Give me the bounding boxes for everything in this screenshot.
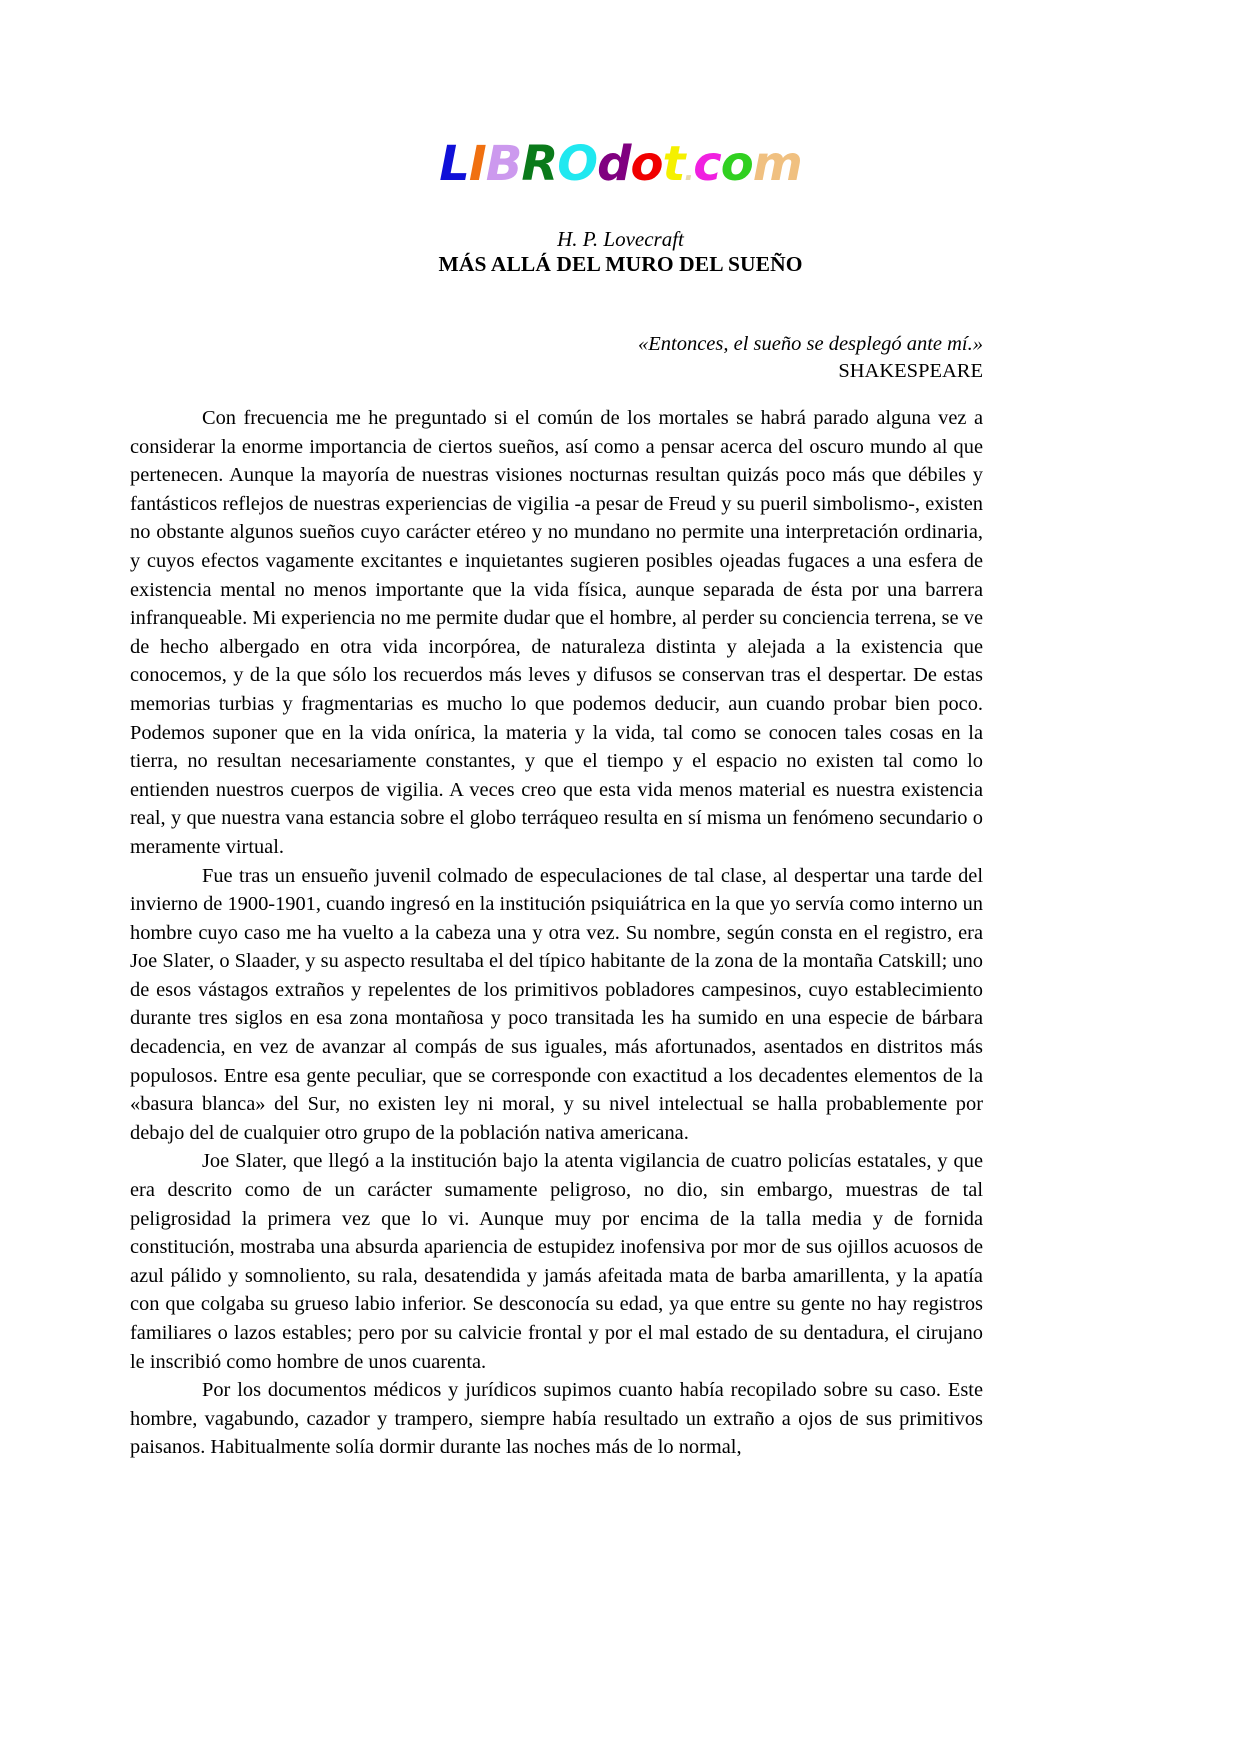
logo-letter-2: B xyxy=(485,136,522,192)
paragraph: Fue tras un ensueño juvenil colmado de especulaciones de tal clase, al despertar una tarde del invierno de 1900-1901, cuando ingresó en la institución psiquiátrica en la que yo servía como interno un hombre cuyo caso me ha vuelto a la cabeza una y otra vez. Su nombre, según consta en el registro, era Joe Slater, o Slaader, y su aspecto resultaba el del típico habitante de la zona de la montaña Catskill; uno de esos vástagos extraños y repelentes de los primitivos pobladores campesinos, cuyo establecimiento durante tres siglos en esa zona montañosa y poco transitada les ha sumido en una especie de bárbara decadencia, en vez de avanzar al compás de sus iguales, más afortunados, asentados en distritos más populosos. Entre esa gente peculiar, que se corresponde con exactitud a los decadentes elementos de la «basura blanca» del Sur, no existen ley ni moral, y su nivel intelectual se halla probablemente por debajo del de cualquier otro grupo de la población nativa americana. xyxy=(130,864,983,1144)
author-name: H. P. Lovecraft xyxy=(557,227,684,251)
logo-letter-10: o xyxy=(720,136,753,192)
paragraph: Joe Slater, que llegó a la institución bajo la atenta vigilancia de cuatro policías estatales, y que era descrito como de un carácter sumamente peligroso, no dio, sin embargo, muestras de tal peligrosidad la primera vez que lo vi. Aunque muy por encima de la talla media y de fornida constitución, mostraba una absurda apariencia de estupidez inofensiva por mor de sus ojillos acuosos de azul pálido y somnoliento, su rala, desatendida y jamás afeitada mata de barba amarillenta, y la apatía con que colgaba su grueso labio inferior. Se desconocía su edad, ya que entre su gente no hay registros familiares o lazos estables; pero por su calvicie frontal y por el mal estado de su dentadura, el cirujano le inscribió como hombre de unos cuarenta. xyxy=(130,1150,983,1373)
logo-letter-9: c xyxy=(693,136,721,192)
librodot-logo[interactable] xyxy=(0,136,1241,192)
logo-letter-6: o xyxy=(630,136,663,192)
epigraph xyxy=(130,331,983,385)
logo-text xyxy=(439,136,802,192)
epigraph-quote: «Entonces, el sueño se desplegó ante mí.» xyxy=(637,333,983,355)
logo-letter-0: L xyxy=(439,136,469,192)
logo-letter-11: m xyxy=(752,136,802,192)
logo-letter-1: I xyxy=(468,136,486,192)
logo-letter-7: t xyxy=(662,136,685,192)
logo-letter-5: d xyxy=(597,136,631,192)
logo-letter-4: O xyxy=(557,136,598,192)
epigraph-attribution: SHAKESPEARE xyxy=(838,360,983,383)
body-text xyxy=(130,404,983,1462)
logo-letter-8: . xyxy=(684,157,694,187)
paragraph: Con frecuencia me he preguntado si el común de los mortales se habrá parado alguna vez a considerar la enorme importancia de ciertos sueños, así como a pensar acerca del oscuro mundo al que pertenecen. Aunque la mayoría de nuestras visiones nocturnas resultan quizás poco más que débiles y fantásticos reflejos de nuestras experiencias de vigilia -a pesar de Freud y su pueril simbolismo-, existen no obstante algunos sueños cuyo carácter etéreo y no mundano no permite una interpretación ordinaria, y cuyos efectos vagamente excitantes e inquietantes sugieren posibles ojeadas fugaces a una esfera de existencia mental no menos importante que la vida física, aunque separada de ésta por una barrera infranqueable. Mi experiencia no me permite dudar que el hombre, al perder su conciencia terrena, se ve de hecho albergado en otra vida incorpórea, de naturaleza distinta y alejada a la existencia que conocemos, y de la que sólo los recuerdos más leves y difusos se conservan tras el despertar. De estas memorias turbias y fragmentarias es mucho lo que podemos deducir, aun cuando probar bien poco. Podemos suponer que en la vida onírica, la materia y la vida, tal como se conocen tales cosas en la tierra, no resultan necesariamente constantes, y que el tiempo y el espacio no existen tal como lo entienden nuestros cuerpos de vigilia. A veces creo que esta vida menos material es nuestra existencia real, y que nuestra vana estancia sobre el globo terráqueo resulta en sí misma un fenómeno secundario o meramente virtual. xyxy=(130,407,983,858)
paragraph: Por los documentos médicos y jurídicos supimos cuanto había recopilado sobre su caso. Este hombre, vagabundo, cazador y trampero, siempre había resultado un extraño a ojos de sus primitivos paisanos. Habitualmente solía dormir durante las noches más de lo normal, xyxy=(130,1379,983,1459)
page-title: MÁS ALLÁ DEL MURO DEL SUEÑO xyxy=(438,252,803,276)
logo-letter-3: R xyxy=(521,136,558,192)
